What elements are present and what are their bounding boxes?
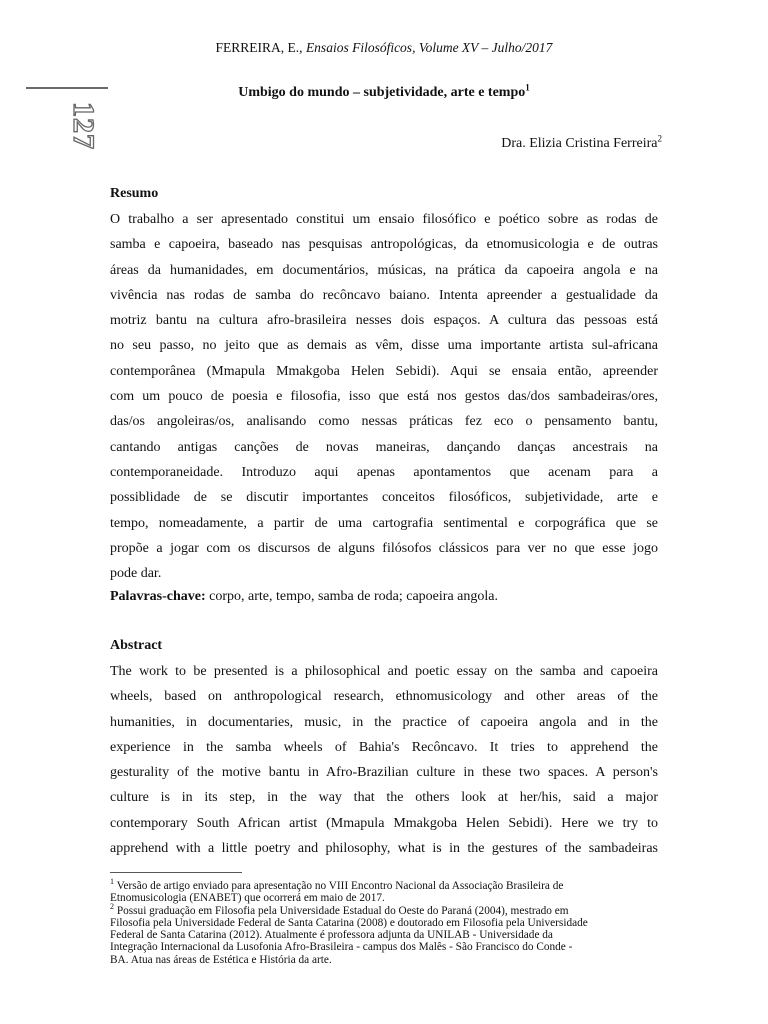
resumo-line: cantando antigas canções de novas maneiras, dançando danças ancestrais na — [110, 439, 658, 455]
footnotes — [110, 877, 658, 966]
running-header-journal: Ensaios Filosóficos, Volume XV – Julho/2017 — [305, 40, 553, 55]
abstract-line: experience in the samba wheels of Bahia's Recôncavo. It tries to apprehend the — [110, 739, 658, 755]
abstract-line: humanities, in documentaries, music, in the practice of capoeira angola and in the — [110, 714, 658, 730]
footnote-2-line: Integração Internacional da Lusofonia Afro-Brasileira - campus dos Malês - São Francisco do Conde - — [110, 941, 573, 954]
resumo-line: O trabalho a ser apresentado constitui um ensaio filosófico e poético sobre as rodas de — [110, 212, 658, 227]
title-footnote-ref[interactable]: 1 — [525, 82, 530, 93]
author-footnote-ref[interactable]: 2 — [657, 133, 662, 144]
abstract-line: The work to be presented is a philosophical and poetic essay on the samba and capoeira — [110, 664, 658, 679]
footnote-2-number: 2 — [110, 901, 114, 911]
abstract-line: contemporary South African artist (Mmapula Mmakgoba Helen Sebidi). Here we try to — [110, 815, 658, 831]
footnote-2-text: Possui graduação em Filosofia pela Universidade Estadual do Oeste do Paraná (2004), mestrado em — [114, 904, 569, 917]
resumo-line: possiblidade de se discutir importantes conceitos filosóficos, subjetividade, arte e — [110, 490, 658, 506]
resumo-line: motriz bantu na cultura afro-brasileira nesses dois espaços. A cultura das pessoas está — [110, 313, 658, 329]
resumo-line: no seu passo, no jeito que as demais as vêm, disse uma importante artista sul-africana — [110, 338, 658, 354]
resumo-line: vivência nas rodas de samba do recôncavo baiano. Intenta apreender a gestualidade da — [110, 287, 658, 303]
resumo-line: pode dar. — [110, 566, 162, 582]
resumo-line: com um pouco de poesia e filosofia, isso que está nos gestos das/dos sambadeiras/ores, — [110, 389, 658, 405]
footnote-2-line: BA. Atua nas áreas de Estética e História da arte. — [110, 953, 332, 966]
resumo-line: áreas da humanidades, em documentários, músicas, na prática da capoeira angola e na — [110, 262, 658, 278]
abstract-heading: Abstract — [110, 638, 163, 653]
footnote-2-line — [110, 901, 658, 917]
author-line — [501, 133, 662, 152]
abstract-line: gesturality of the motive bantu in Afro-Brazilian culture in these two spaces. A person's — [110, 765, 658, 781]
resumo-paragraph — [110, 207, 658, 586]
abstract-paragraph — [110, 659, 658, 861]
keywords-label: Palavras-chave: — [110, 589, 206, 604]
abstract-line: apprehend with a little poetry and philosophy, what is in the gestures of the sambadeiras — [110, 841, 658, 857]
footnote-1-text: Versão de artigo enviado para apresentação no VIII Encontro Nacional da Associação Brasileira de — [114, 880, 564, 892]
resumo-line: contemporaneidade. Introduzo aqui apenas apontamentos que acenam para a — [110, 464, 658, 480]
footnote-1-line: Etnomusicologia (ENABET) que ocorrerá em maio de 2017. — [110, 892, 385, 905]
resumo-line: das/os angoleiras/os, analisando como nessas práticas fez eco o pensamento bantu, — [110, 414, 658, 430]
resumo-heading: Resumo — [110, 186, 159, 201]
keywords — [110, 589, 498, 605]
resumo-line: contemporânea (Mmapula Mmakgoba Helen Sebidi). Aqui se ensaia então, apreender — [110, 363, 658, 379]
footnote-separator — [110, 872, 242, 873]
keywords-text: corpo, arte, tempo, samba de roda; capoeira angola. — [205, 589, 498, 604]
resumo-line: propõe a jogar com os discursos de alguns filósofos clássicos para ver no que esse jogo — [110, 540, 658, 556]
footnote-2-line: Federal de Santa Catarina (2012). Atualmente é professora adjunta da UNILAB - Universidade da — [110, 929, 553, 942]
article-title-text: Umbigo do mundo – subjetividade, arte e tempo — [238, 85, 526, 100]
running-header-citation: FERREIRA, E., — [215, 40, 306, 55]
footnote-1-line — [110, 877, 658, 892]
abstract-line: wheels, based on anthropological research, ethnomusicology and other areas of the — [110, 689, 658, 705]
footnote-2-line: Filosofia pela Universidade Federal de Santa Catarina (2008) e doutorado em Filosofia pela Universidade — [110, 916, 588, 929]
abstract-line: culture is in its step, in the way that the others look at her/his, said a major — [110, 790, 658, 806]
article-title — [0, 82, 768, 101]
resumo-line: samba e capoeira, baseado nas pesquisas antropológicas, da etnomusicologia e de outras — [110, 237, 658, 253]
running-header — [0, 40, 768, 56]
page-number: 127 — [67, 102, 100, 150]
author-name: Dra. Elizia Cristina Ferreira — [501, 136, 658, 151]
footnote-1-number: 1 — [110, 877, 114, 887]
resumo-line: tempo, nomeadamente, a partir de uma cartografia sentimental e corpográfica que se — [110, 515, 658, 531]
